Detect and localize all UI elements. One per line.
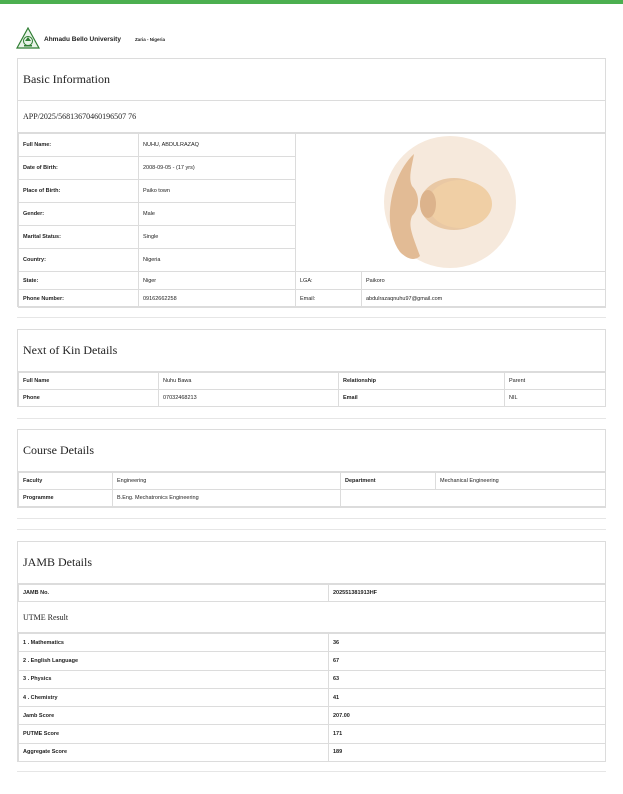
- utme-subject-label: Aggregate Score: [19, 743, 329, 761]
- divider: [17, 529, 606, 530]
- country-label: Country:: [19, 249, 139, 272]
- nok-phone-value: 07032468213: [159, 390, 339, 407]
- empty-cell: [341, 490, 606, 507]
- university-location: Zaria - Nigeria: [134, 36, 165, 42]
- table-row: [19, 390, 606, 407]
- utme-subject-score: 189: [329, 743, 606, 761]
- table-row: [19, 688, 606, 706]
- country-value: Nigeria: [139, 249, 296, 272]
- jamb-number-table: [18, 584, 606, 602]
- gender-value: Male: [139, 203, 296, 226]
- utme-subject-label: 4 . Chemistry: [19, 688, 329, 706]
- page-header: [16, 27, 165, 51]
- divider: [17, 418, 606, 419]
- table-row: [19, 473, 606, 490]
- state-label: State:: [19, 272, 139, 290]
- faculty-label: Faculty: [19, 473, 113, 490]
- utme-subject-score: 41: [329, 688, 606, 706]
- utme-subject-score: 36: [329, 634, 606, 652]
- utme-subject-score: 63: [329, 670, 606, 688]
- table-row: [19, 670, 606, 688]
- divider: [17, 518, 606, 519]
- table-row: [19, 634, 606, 652]
- utme-subject-label: 3 . Physics: [19, 670, 329, 688]
- marital-value: Single: [139, 226, 296, 249]
- next-of-kin-title: Next of Kin Details: [18, 330, 605, 372]
- application-number: APP/2025/56813670460196507 76: [18, 101, 605, 133]
- basic-information-card: [17, 58, 606, 307]
- table-row: [19, 585, 606, 602]
- next-of-kin-card: [17, 329, 606, 407]
- state-value: Niger: [139, 272, 296, 290]
- nok-relationship-value: Parent: [505, 373, 606, 390]
- jamb-details-card: [17, 541, 606, 762]
- utme-result-title: UTME Result: [18, 602, 605, 633]
- utme-subject-label: Jamb Score: [19, 707, 329, 725]
- department-label: Department: [341, 473, 436, 490]
- programme-value: B.Eng. Mechatronics Engineering: [113, 490, 341, 507]
- lga-label: LGA:: [296, 272, 362, 290]
- course-details-table: [18, 472, 606, 507]
- utme-subject-label: PUTME Score: [19, 725, 329, 743]
- utme-result-table: [18, 633, 606, 762]
- table-row: [19, 290, 606, 308]
- table-row: [19, 652, 606, 670]
- table-row: [19, 490, 606, 507]
- nok-fullname-value: Nuhu Bawa: [159, 373, 339, 390]
- programme-label: Programme: [19, 490, 113, 507]
- photo-cell: [296, 134, 606, 272]
- utme-subject-score: 207.00: [329, 707, 606, 725]
- department-value: Mechanical Engineering: [436, 473, 606, 490]
- table-row: [19, 707, 606, 725]
- utme-subject-label: 1 . Mathematics: [19, 634, 329, 652]
- table-row: [19, 743, 606, 761]
- utme-subject-score: 171: [329, 725, 606, 743]
- nok-email-label: Email: [339, 390, 505, 407]
- table-row: [19, 272, 606, 290]
- dob-value: 2008-09-05 - (17 yrs): [139, 157, 296, 180]
- pob-value: Paiko town: [139, 180, 296, 203]
- phone-value: 09162662258: [139, 290, 296, 308]
- pob-label: Place of Birth:: [19, 180, 139, 203]
- lga-value: Paikoro: [362, 272, 606, 290]
- utme-subject-label: 2 . English Language: [19, 652, 329, 670]
- full-name-label: Full Name:: [19, 134, 139, 157]
- basic-info-table: [18, 133, 606, 308]
- top-accent-bar: [0, 0, 623, 4]
- jamb-no-label: JAMB No.: [19, 585, 329, 602]
- phone-label: Phone Number:: [19, 290, 139, 308]
- next-of-kin-table: [18, 372, 606, 407]
- jamb-no-value: 202551381913HF: [329, 585, 606, 602]
- nok-phone-label: Phone: [19, 390, 159, 407]
- course-details-card: [17, 429, 606, 508]
- nok-email-value: NIL: [505, 390, 606, 407]
- table-row: [19, 134, 606, 157]
- table-row: [19, 373, 606, 390]
- jamb-details-title: JAMB Details: [18, 542, 605, 584]
- faculty-value: Engineering: [113, 473, 341, 490]
- full-name-value: NUHU, ABDULRAZAQ: [139, 134, 296, 157]
- dob-label: Date of Birth:: [19, 157, 139, 180]
- divider: [17, 317, 606, 318]
- email-value: abdulrazaqnuhu97@gmail.com: [362, 290, 606, 308]
- course-details-title: Course Details: [18, 430, 605, 472]
- university-name: Ahmadu Bello University: [44, 35, 121, 43]
- nok-fullname-label: Full Name: [19, 373, 159, 390]
- passport-photo-placeholder-icon: [296, 134, 540, 271]
- nok-relationship-label: Relationship: [339, 373, 505, 390]
- marital-label: Marital Status:: [19, 226, 139, 249]
- email-label: Email:: [296, 290, 362, 308]
- utme-subject-score: 67: [329, 652, 606, 670]
- gender-label: Gender:: [19, 203, 139, 226]
- basic-info-title: Basic Information: [18, 59, 605, 101]
- table-row: [19, 725, 606, 743]
- divider: [17, 771, 606, 772]
- university-crest-icon: [16, 27, 40, 51]
